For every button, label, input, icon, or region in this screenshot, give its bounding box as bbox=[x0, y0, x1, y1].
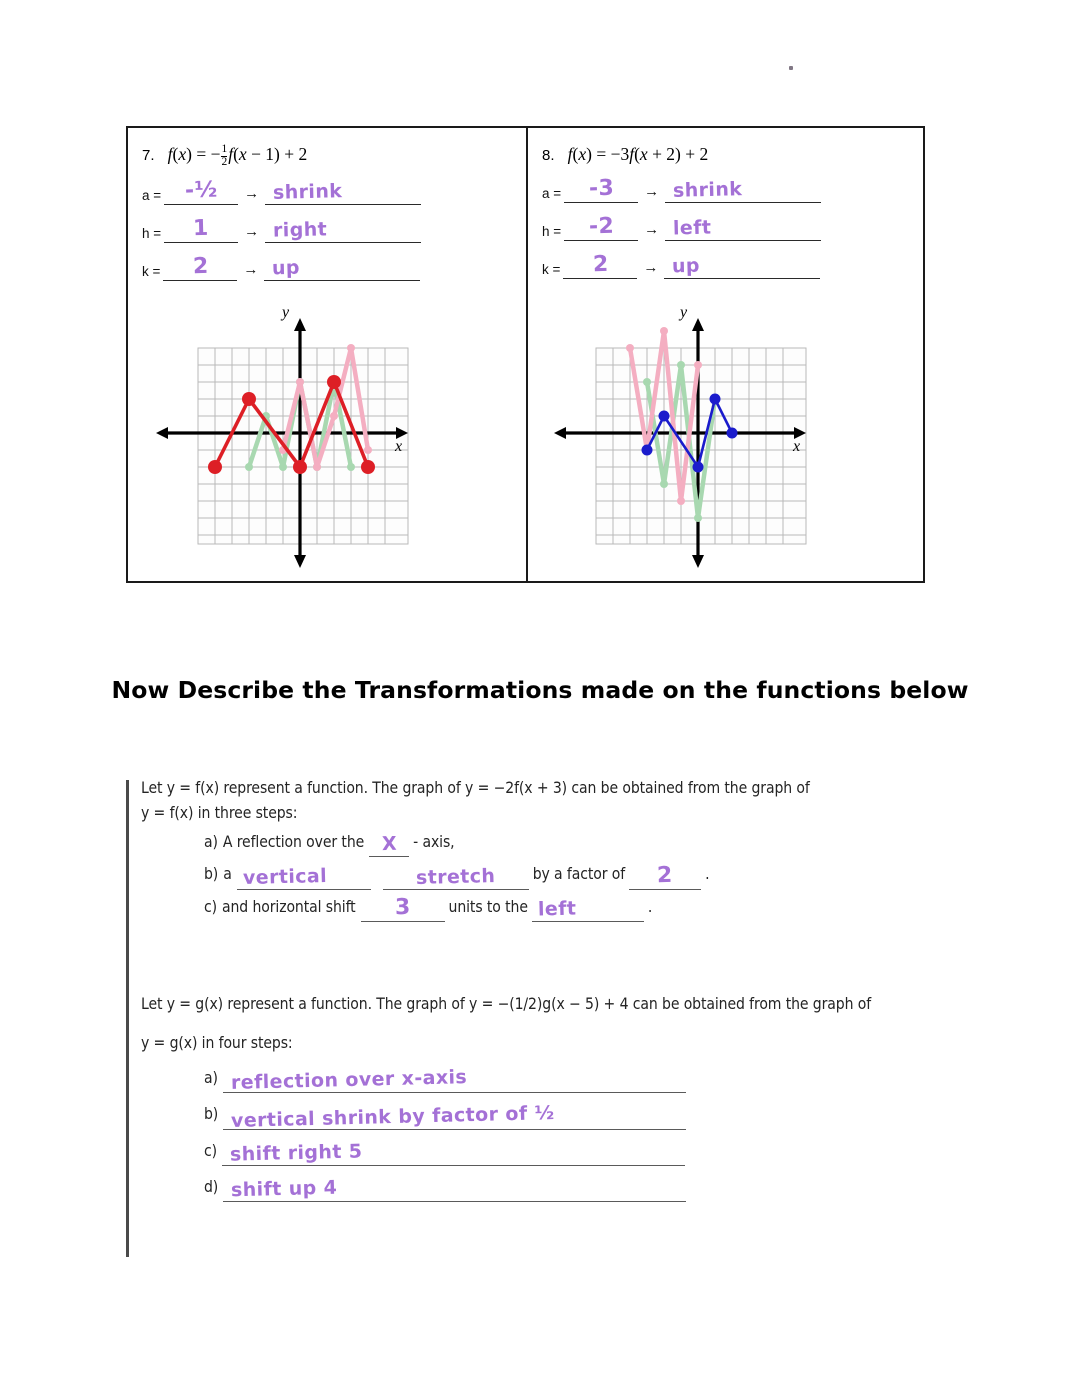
g-step-b-blank[interactable] bbox=[223, 1103, 686, 1130]
row-h-value-ink: -2 bbox=[588, 213, 615, 240]
g-step-d bbox=[204, 1175, 804, 1202]
row-a-value-blank[interactable] bbox=[164, 178, 238, 205]
grid-lines bbox=[198, 348, 408, 544]
g-step-c-marker: c) bbox=[204, 1141, 217, 1160]
problem-8-row-h bbox=[542, 214, 821, 241]
f-step-b-marker: b) bbox=[204, 865, 219, 884]
page-title: Now Describe the Transformations made on the functions below bbox=[111, 676, 969, 704]
row-h-value-ink: 1 bbox=[192, 215, 210, 242]
f-step-c-answer2-ink: left bbox=[537, 897, 577, 921]
f-steps-list bbox=[204, 830, 994, 927]
row-h-desc-blank[interactable] bbox=[665, 214, 821, 241]
f-step-c-tail: . bbox=[647, 897, 653, 916]
problem-7-graph bbox=[150, 304, 420, 578]
row-k-arrow-icon: → bbox=[243, 261, 259, 278]
row-a-value-blank[interactable] bbox=[564, 176, 638, 203]
f-step-b-blank-3[interactable] bbox=[629, 862, 701, 890]
row-a-value-ink: -½ bbox=[184, 177, 218, 204]
g-step-b-marker: b) bbox=[204, 1105, 219, 1124]
f-step-a-suffix: - axis, bbox=[413, 833, 455, 851]
row-k-value-blank[interactable] bbox=[563, 252, 637, 279]
g-step-d-answer-ink: shift up 4 bbox=[230, 1176, 338, 1202]
g-step-c-blank[interactable] bbox=[222, 1139, 685, 1166]
problem-8-graph bbox=[548, 304, 818, 578]
row-k-arrow-icon: → bbox=[643, 259, 659, 276]
g-step-a-blank[interactable] bbox=[223, 1066, 686, 1093]
row-h-arrow-icon: → bbox=[644, 221, 660, 238]
row-k-desc-ink: up bbox=[272, 256, 301, 280]
f-step-c-blank-2[interactable] bbox=[532, 897, 644, 922]
f-step-a-marker: a) bbox=[204, 833, 218, 851]
f-step-b-answer1-ink: vertical bbox=[242, 864, 327, 889]
problem-8-graph-svg bbox=[548, 308, 818, 573]
row-k-desc-ink: up bbox=[672, 254, 701, 278]
row-a-label: a = bbox=[542, 186, 562, 201]
f-step-a-answer-ink: X bbox=[381, 833, 397, 856]
row-a-desc-blank[interactable] bbox=[265, 178, 421, 205]
g-step-c bbox=[204, 1139, 804, 1166]
grid-lines bbox=[596, 348, 806, 544]
problem-8-cell bbox=[528, 128, 923, 581]
f-step-b-prefix: a bbox=[223, 865, 232, 884]
problem-7-equation: 7. $f(x) = -\frac{1}{2}$ f(x − 1) + 2 bbox=[142, 143, 308, 168]
problem-8-row-a bbox=[542, 176, 821, 203]
f-step-b-answer3-ink: 2 bbox=[656, 862, 674, 888]
f-step-a-text: A reflection over the bbox=[222, 833, 365, 851]
g-function-prompt bbox=[141, 992, 1006, 1057]
row-h-value-blank[interactable] bbox=[164, 216, 238, 243]
frac-denominator: 2 bbox=[221, 155, 228, 168]
row-k-value-ink: 2 bbox=[592, 251, 609, 278]
x-axis-arrow-left-icon bbox=[554, 427, 566, 439]
row-k-label: k = bbox=[142, 264, 161, 279]
frac-numerator: 1 bbox=[221, 143, 228, 156]
problem-8-x-label: x bbox=[793, 438, 801, 455]
g-prompt-line-1: Let y = g(x) represent a function. The graph of y = −(1/2)g(x − 5) + 4 can be obtained from the graph of bbox=[141, 995, 872, 1013]
f-step-b-mid-text: by a factor of bbox=[532, 865, 626, 884]
problem-7-graph-svg bbox=[150, 308, 420, 573]
problem-7-number: 7. bbox=[142, 147, 155, 164]
row-h-label: h = bbox=[542, 224, 562, 239]
row-a-desc-ink: shrink bbox=[272, 180, 343, 204]
row-k-desc-blank[interactable] bbox=[664, 252, 820, 279]
row-h-desc-blank[interactable] bbox=[265, 216, 421, 243]
f-step-b bbox=[204, 862, 994, 889]
f-step-c-answer1-ink: 3 bbox=[394, 894, 411, 920]
row-k-label: k = bbox=[542, 262, 561, 277]
g-step-d-marker: d) bbox=[204, 1177, 219, 1196]
f-step-b-tail: . bbox=[705, 865, 710, 884]
f-prompt-line-1: Let y = f(x) represent a function. The graph of y = −2f(x + 3) can be obtained from the graph of bbox=[141, 779, 810, 797]
f-step-b-answer2-ink: stretch bbox=[415, 864, 496, 889]
g-step-d-blank[interactable] bbox=[223, 1175, 686, 1202]
problem-7-row-k bbox=[142, 254, 420, 281]
row-h-value-blank[interactable] bbox=[564, 214, 638, 241]
row-h-label: h = bbox=[142, 226, 162, 241]
g-step-a-marker: a) bbox=[204, 1069, 218, 1087]
g-step-c-answer-ink: shift right 5 bbox=[229, 1140, 363, 1166]
problem-8-y-label: y bbox=[680, 304, 688, 321]
x-axis-arrow-left-icon bbox=[156, 427, 168, 439]
f-step-c-marker: c) bbox=[204, 897, 217, 916]
row-h-desc-ink: right bbox=[272, 218, 328, 242]
y-axis-arrow-down-icon bbox=[692, 555, 704, 568]
f-step-b-blank-2[interactable] bbox=[383, 865, 529, 890]
row-a-label: a = bbox=[142, 188, 162, 203]
f-step-c bbox=[204, 895, 994, 922]
f-step-a-blank[interactable] bbox=[369, 832, 409, 857]
problem-7-y-label: y bbox=[282, 304, 290, 321]
problem-8-row-k bbox=[542, 252, 820, 279]
problems-table bbox=[126, 126, 925, 583]
problem-7-row-h bbox=[142, 216, 421, 243]
row-a-desc-ink: shrink bbox=[672, 178, 743, 202]
g-steps-list bbox=[204, 1066, 804, 1211]
problem-7-cell bbox=[128, 128, 528, 581]
row-a-value-ink: -3 bbox=[588, 175, 615, 202]
row-k-desc-blank[interactable] bbox=[264, 254, 420, 281]
row-a-desc-blank[interactable] bbox=[665, 176, 821, 203]
f-step-c-blank-1[interactable] bbox=[361, 894, 445, 922]
row-h-arrow-icon: → bbox=[244, 223, 260, 240]
g-step-b bbox=[204, 1101, 804, 1132]
problem-8-number: 8. bbox=[542, 147, 555, 164]
f-prompt-line-2: y = f(x) in three steps: bbox=[141, 804, 298, 823]
row-k-value-ink: 2 bbox=[192, 253, 209, 280]
f-step-b-blank-1[interactable] bbox=[237, 865, 371, 890]
row-a-arrow-icon: → bbox=[244, 185, 260, 202]
g-step-a-answer-ink: reflection over x-axis bbox=[230, 1066, 468, 1095]
f-function-prompt bbox=[141, 776, 1006, 827]
problem-8-equation: 8. f(x) = −3f(x + 2) + 2 bbox=[542, 144, 709, 164]
f-step-c-prefix: and horizontal shift bbox=[222, 897, 356, 916]
g-step-a bbox=[204, 1066, 804, 1093]
stray-mark bbox=[789, 66, 793, 70]
row-h-desc-ink: left bbox=[672, 216, 712, 240]
f-step-c-mid-text: units to the bbox=[448, 897, 528, 916]
y-axis-arrow-icon bbox=[692, 318, 704, 331]
f-step-a bbox=[204, 830, 994, 857]
row-k-value-blank[interactable] bbox=[163, 254, 237, 281]
problem-7-x-label: x bbox=[395, 438, 403, 455]
y-axis-arrow-icon bbox=[294, 318, 306, 331]
row-a-arrow-icon: → bbox=[644, 183, 660, 200]
y-axis-arrow-down-icon bbox=[294, 555, 306, 568]
left-margin-rule bbox=[126, 780, 129, 1257]
g-prompt-line-2: y = g(x) in four steps: bbox=[141, 1034, 293, 1053]
problem-7-row-a bbox=[142, 178, 421, 205]
g-step-b-answer-ink: vertical shrink by factor of ½ bbox=[230, 1101, 556, 1132]
